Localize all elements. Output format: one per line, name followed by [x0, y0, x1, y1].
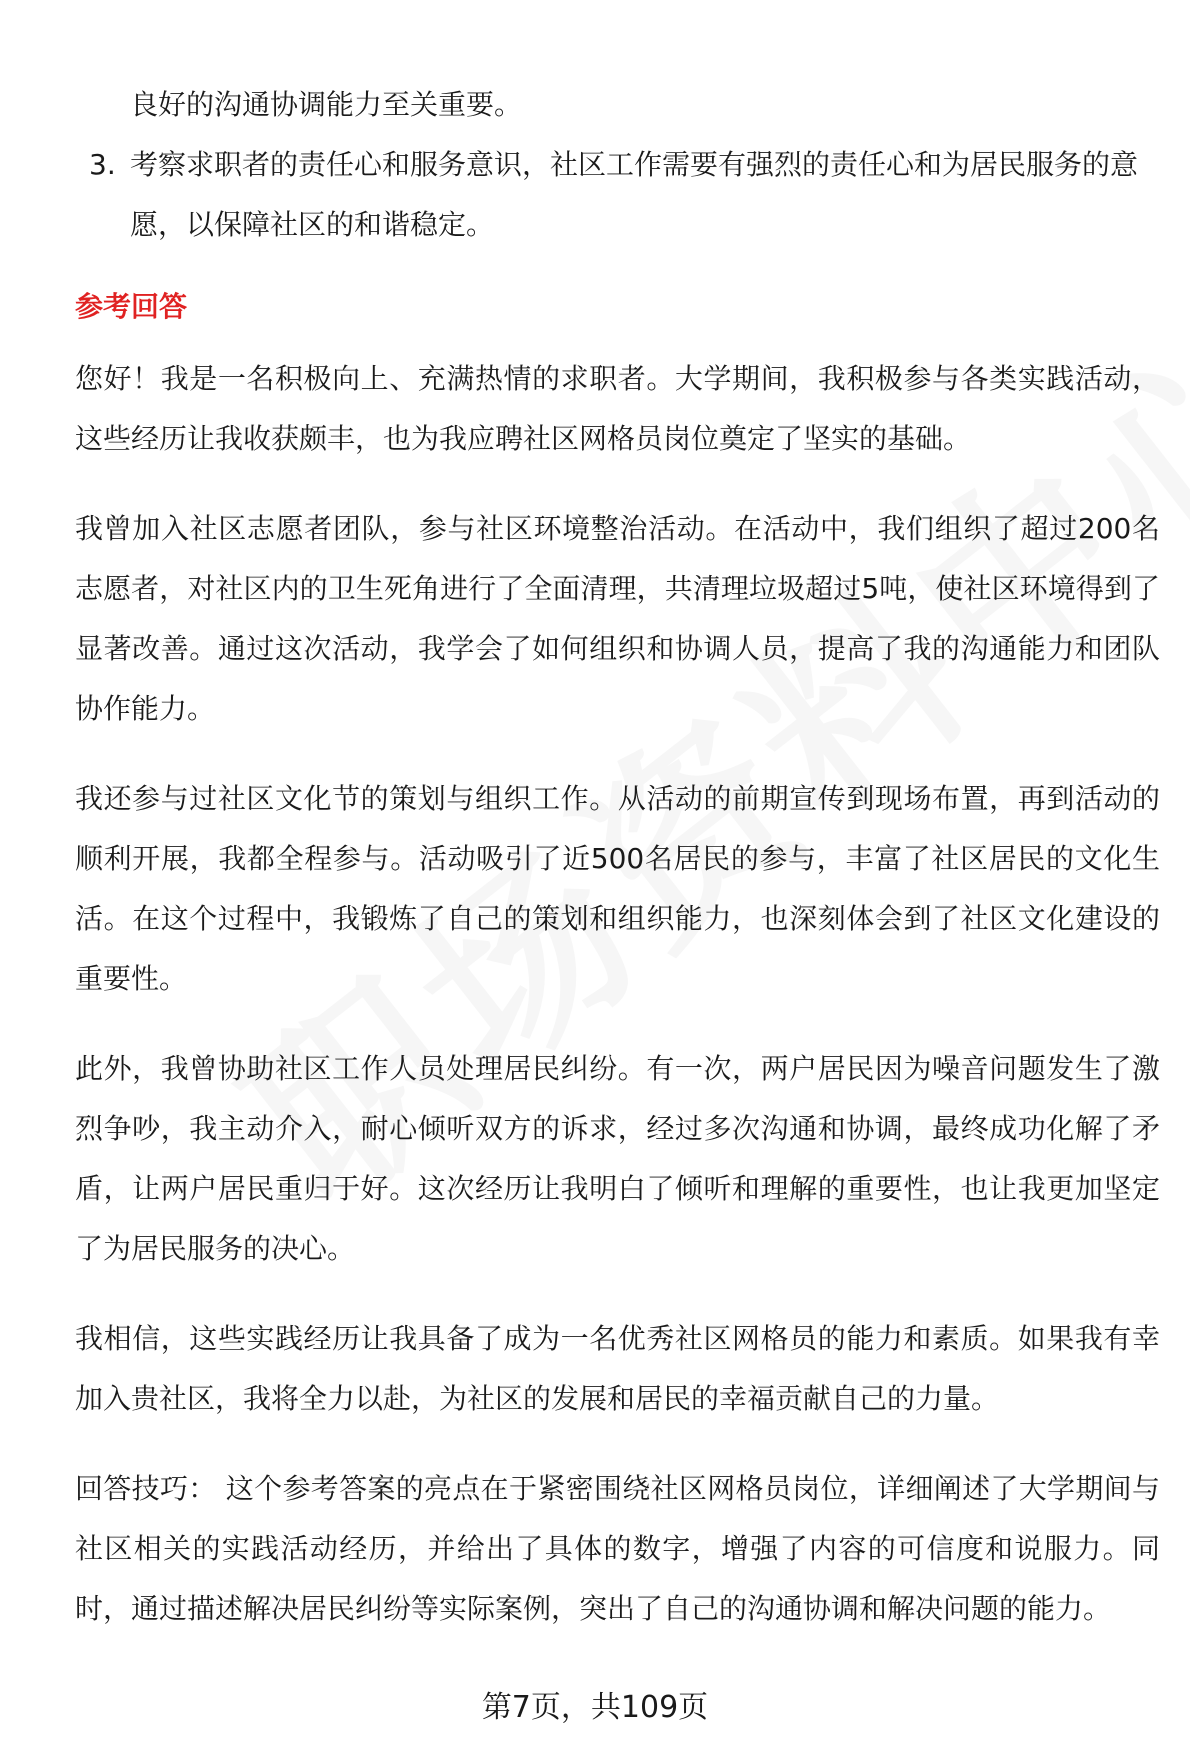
list-item-number: 3. [89, 148, 116, 181]
list-item-3 [75, 135, 1160, 255]
list-item-text: 考察求职者的责任心和服务意识，社区工作需要有强烈的责任心和为居民服务的意愿，以保障社区的和谐稳定。 [130, 148, 1139, 241]
paragraph-conclusion: 我相信，这些实践经历让我具备了成为一名优秀社区网格员的能力和素质。如果我有幸加入贵社区，我将全力以赴，为社区的发展和居民的幸福贡献自己的力量。 [75, 1322, 1160, 1415]
list-item-continuation: 良好的沟通协调能力至关重要。 [130, 88, 523, 121]
paragraph-culture-festival: 我还参与过社区文化节的策划与组织工作。从活动的前期宣传到现场布置，再到活动的顺利开展，我都全程参与。活动吸引了近500名居民的参与，丰富了社区居民的文化生活。在这个过程中，我锻炼了自己的策划和组织能力，也深刻体会到了社区文化建设的重要性。 [75, 782, 1160, 995]
paragraph-dispute: 此外，我曾协助社区工作人员处理居民纠纷。有一次，两户居民因为噪音问题发生了激烈争吵，我主动介入，耐心倾听双方的诉求，经过多次沟通和协调，最终成功化解了矛盾，让两户居民重归于好。这次经历让我明白了倾听和理解的重要性，也让我更加坚定了为居民服务的决心。 [75, 1052, 1160, 1265]
page-content [75, 75, 1160, 1669]
section-heading-reference-answer: 参考回答 [75, 290, 188, 323]
paragraph-volunteer: 我曾加入社区志愿者团队，参与社区环境整治活动。在活动中，我们组织了超过200名志愿者，对社区内的卫生死角进行了全面清理，共清理垃圾超过5吨，使社区环境得到了显著改善。通过这次活动，我学会了如何组织和协调人员，提高了我的沟通能力和团队协作能力。 [75, 512, 1160, 725]
paragraph-intro: 您好！我是一名积极向上、充满热情的求职者。大学期间，我积极参与各类实践活动，这些经历让我收获颇丰，也为我应聘社区网格员岗位奠定了坚实的基础。 [75, 362, 1160, 455]
page-number-footer: 第7页，共109页 [481, 1690, 709, 1725]
paragraph-answer-tips: 回答技巧： 这个参考答案的亮点在于紧密围绕社区网格员岗位，详细阐述了大学期间与社区相关的实践活动经历，并给出了具体的数字，增强了内容的可信度和说服力。同时，通过描述解决居民纠纷等实际案例，突出了自己的沟通协调和解决问题的能力。 [75, 1472, 1160, 1625]
